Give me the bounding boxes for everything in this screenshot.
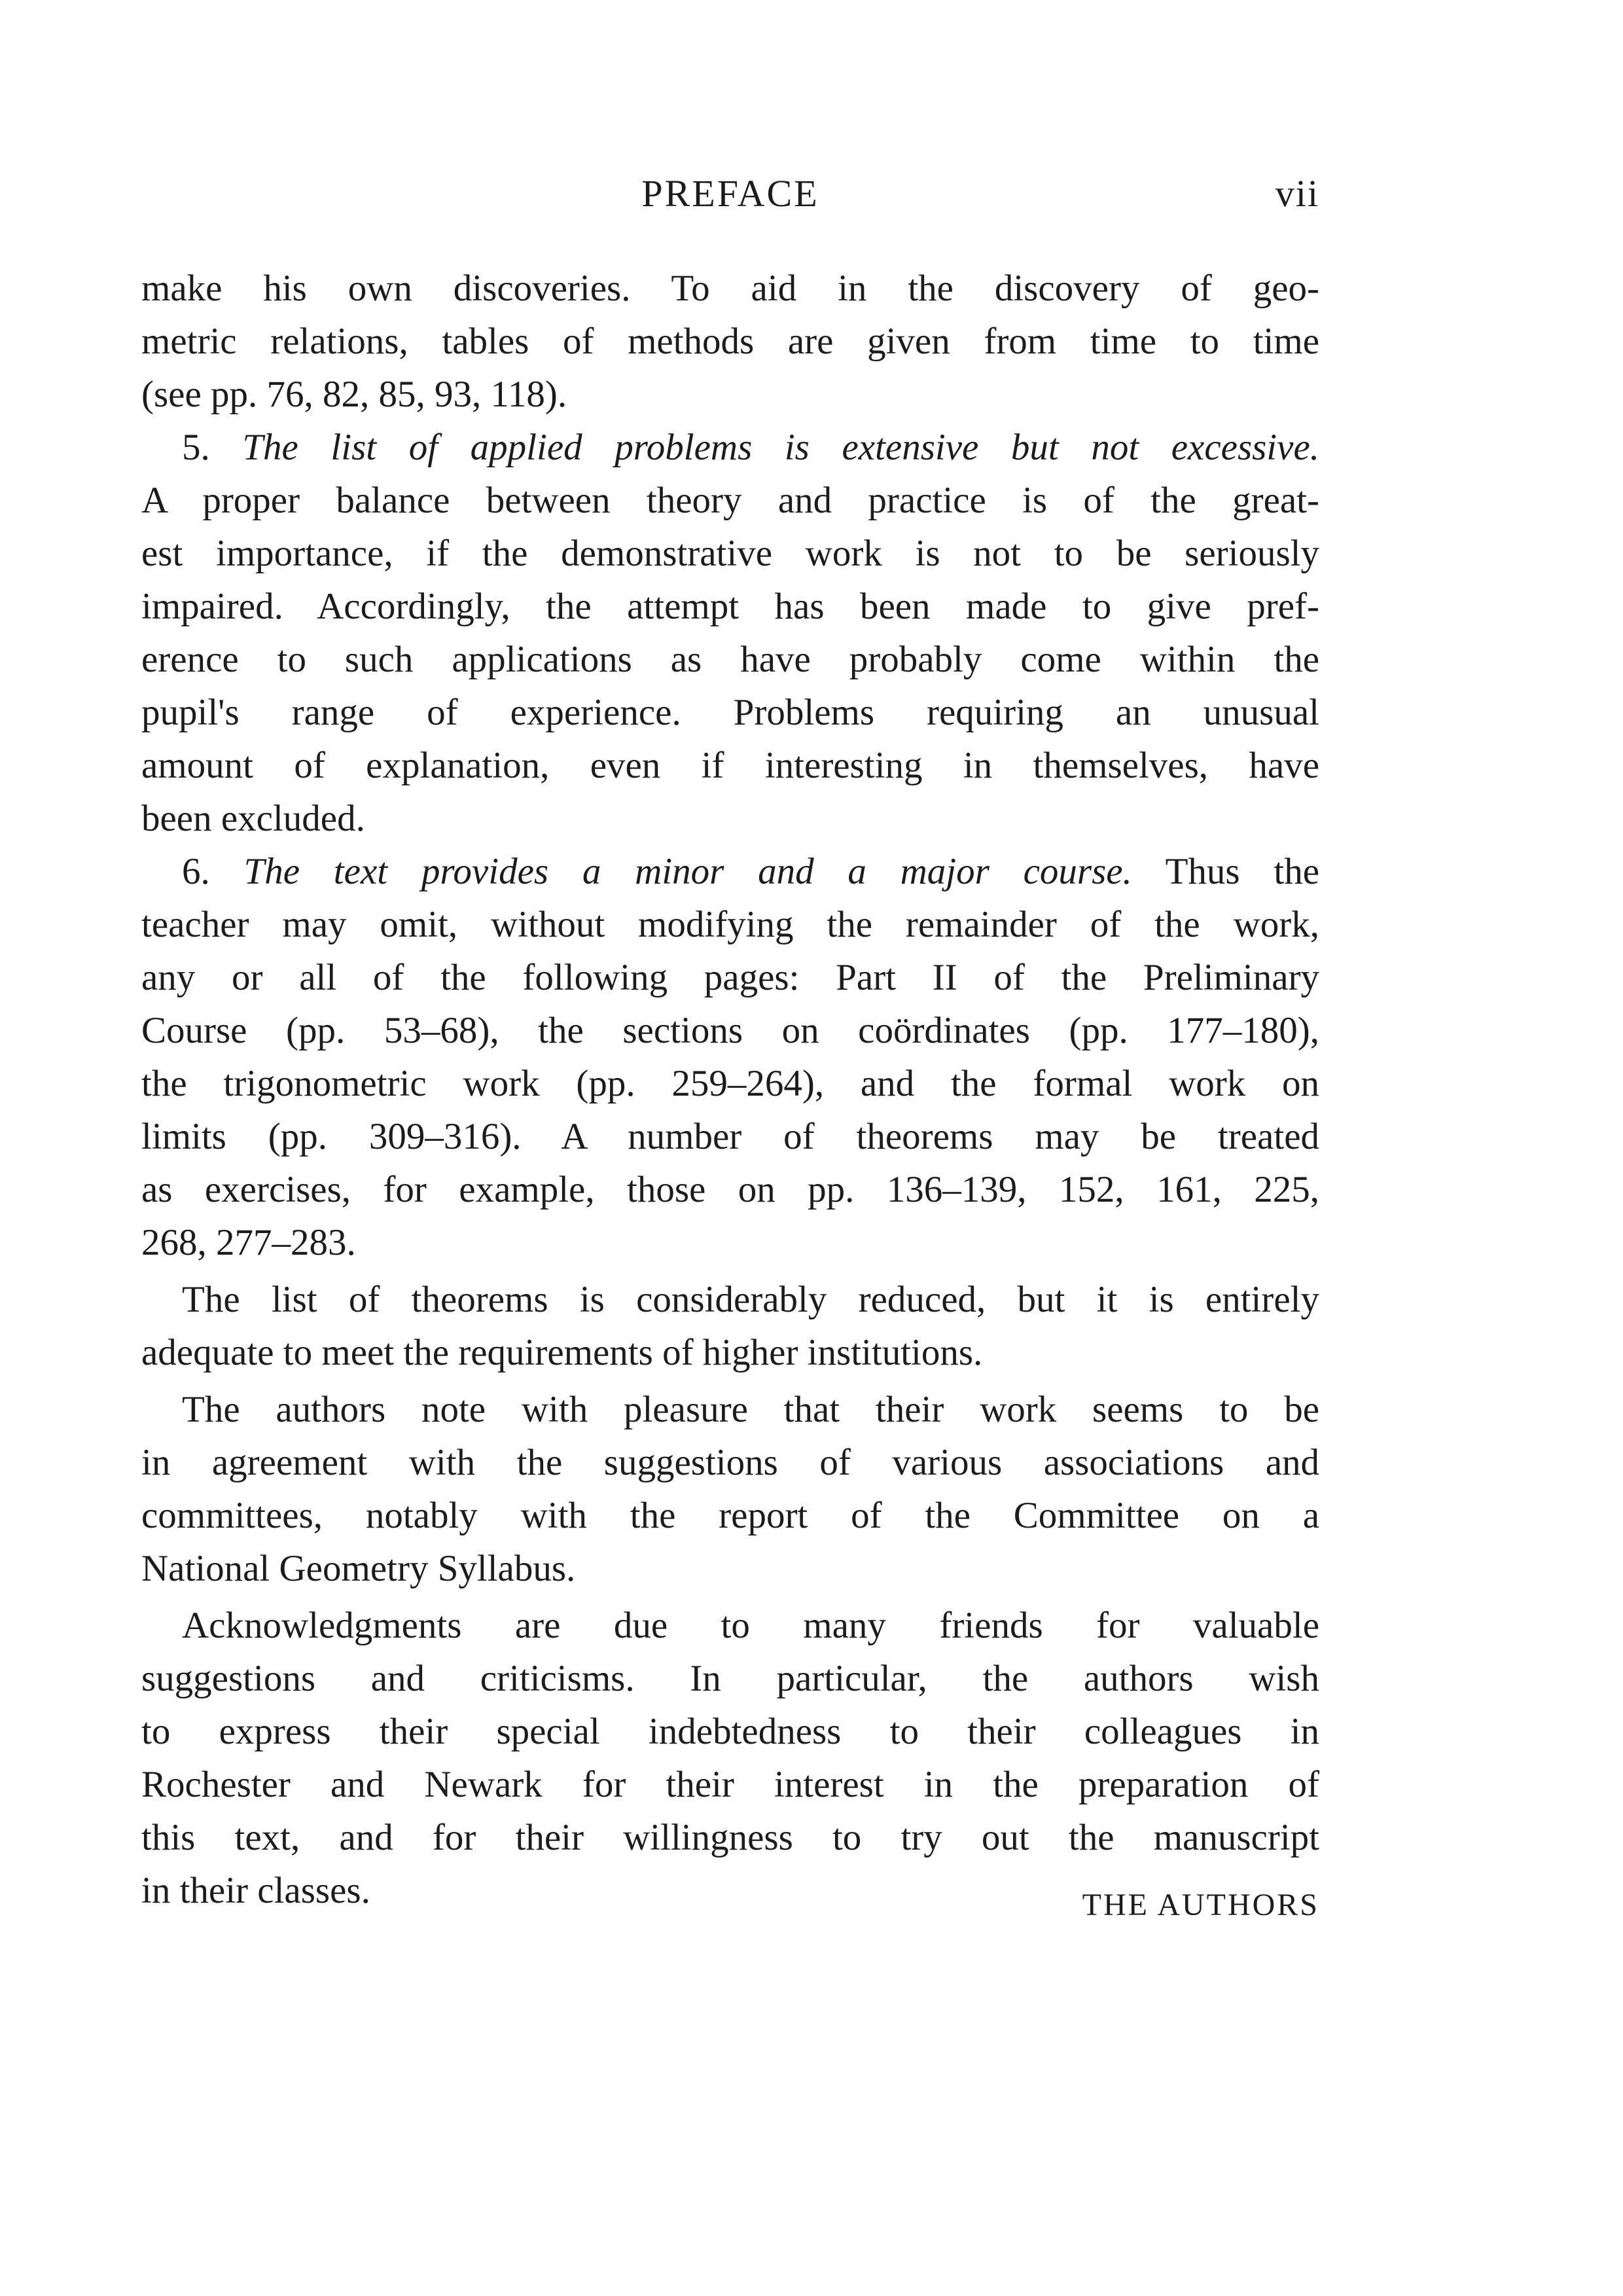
paragraph-item-6: [141, 845, 1319, 1269]
text-line: 268, 277–283.: [141, 1222, 356, 1263]
text-line: National Geometry Syllabus.: [141, 1548, 576, 1589]
text-line: The authors note with pleasure that their work seems to be: [182, 1389, 1319, 1430]
item-italic-lead: The text provides a minor and a major course.: [243, 851, 1132, 892]
text-line: A proper balance between theory and practice is of the great-: [141, 480, 1319, 521]
paragraph-discoveries: [141, 262, 1319, 421]
text-line: (see pp. 76, 82, 85, 93, 118).: [141, 374, 567, 415]
paragraph-theorems: [141, 1273, 1319, 1379]
text-line: teacher may omit, without modifying the remainder of the work,: [141, 904, 1319, 945]
paragraph-item-5: [141, 421, 1319, 845]
item-number: 6.: [182, 851, 210, 892]
item-number: 5.: [182, 427, 210, 468]
paragraph-agreement: [141, 1383, 1319, 1595]
text-line: in their classes.: [141, 1870, 370, 1911]
paragraph-acknowledgments: [141, 1599, 1319, 1922]
text-line: adequate to meet the requirements of higher institutions.: [141, 1332, 983, 1373]
text-line: Rochester and Newark for their interest in the preparation of: [141, 1764, 1319, 1805]
item-heading-line: [141, 845, 1319, 898]
closing-line: [141, 1864, 1319, 1922]
text-line: been excluded.: [141, 798, 365, 839]
item-heading-line: [141, 421, 1319, 474]
running-title: PREFACE: [641, 172, 819, 215]
text-line: to express their special indebtedness to their colleagues in: [141, 1711, 1319, 1752]
text-line: this text, and for their willingness to try out the manuscript: [141, 1817, 1319, 1858]
text-line: amount of explanation, even if interesting in themselves, have: [141, 745, 1319, 786]
text-line: impaired. Accordingly, the attempt has been made to give pref-: [141, 586, 1319, 627]
text-line: Course (pp. 53–68), the sections on coördinates (pp. 177–180),: [141, 1010, 1319, 1051]
preface-text: [141, 262, 1319, 1922]
text-line: the trigonometric work (pp. 259–264), and the formal work on: [141, 1063, 1319, 1104]
signature: THE AUTHORS: [1082, 1888, 1319, 1922]
text-line: suggestions and criticisms. In particular, the authors wish: [141, 1658, 1319, 1699]
page-number: vii: [1275, 172, 1319, 215]
text-line: pupil's range of experience. Problems requiring an unusual: [141, 692, 1319, 733]
text-line: as exercises, for example, those on pp. 136–139, 152, 161, 225,: [141, 1169, 1319, 1210]
text-line: any or all of the following pages: Part II of the Preliminary: [141, 957, 1319, 998]
running-head: [141, 171, 1319, 230]
text-line: est importance, if the demonstrative work is not to be seriously: [141, 533, 1319, 574]
item-italic-lead: The list of applied problems is extensive but not excessive.: [242, 427, 1319, 468]
text-line: committees, notably with the report of the Committee on a: [141, 1495, 1319, 1536]
text-line: limits (pp. 309–316). A number of theorems may be treated: [141, 1116, 1319, 1157]
text-line: The list of theorems is considerably reduced, but it is entirely: [182, 1279, 1319, 1320]
text-line: metric relations, tables of methods are given from time to time: [141, 321, 1319, 362]
item-lead-rest: Thus the: [1165, 851, 1319, 892]
text-line: make his own discoveries. To aid in the discovery of geo-: [141, 268, 1319, 309]
text-line: in agreement with the suggestions of various associations and: [141, 1442, 1319, 1483]
text-line: erence to such applications as have probably come within the: [141, 639, 1319, 680]
text-line: Acknowledgments are due to many friends for valuable: [182, 1605, 1319, 1646]
